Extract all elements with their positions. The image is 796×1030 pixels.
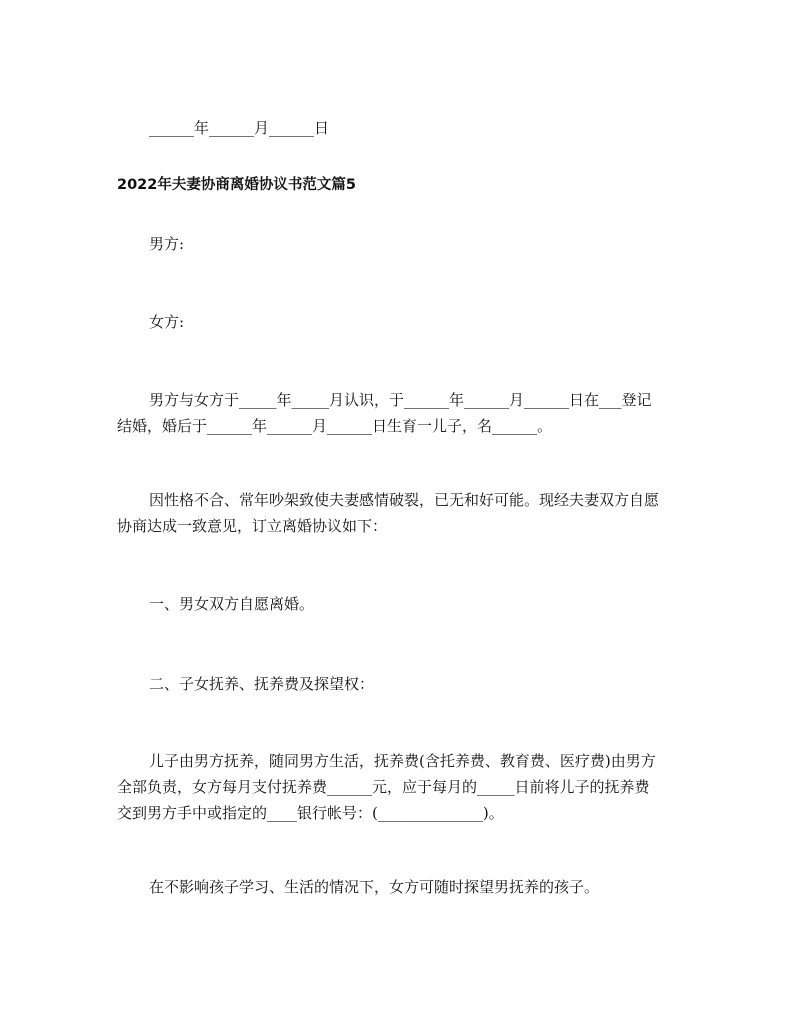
marriage-line-2: 结婚，婚后于______年______月______日生育一儿子，名______。: [117, 417, 553, 435]
section-heading: 2022年夫妻协商离婚协议书范文篇5: [117, 177, 356, 193]
female-party-label: 女方:: [149, 313, 185, 331]
custody-line-3: 交到男方手中或指定的____银行帐号：(______________)。: [117, 804, 504, 822]
clause-2: 二、子女抚养、抚养费及探望权：: [149, 675, 375, 693]
male-party-label: 男方:: [149, 235, 185, 253]
reason-line-1: 因性格不合、常年吵架致使夫妻感情破裂，已无和好可能。现经夫妻双方自愿: [149, 491, 660, 509]
custody-line-1: 儿子由男方抚养，随同男方生活，抚养费(含托养费、教育费、医疗费)由男方: [149, 752, 656, 770]
custody-line-2: 全部负责，女方每月支付抚养费______元，应于每月的_____日前将儿子的抚养费: [117, 778, 650, 796]
marriage-paragraph: [117, 387, 682, 439]
custody-paragraph: [117, 748, 682, 826]
date-line: ______年______月______日: [149, 119, 330, 137]
clause-1: 一、男女双方自愿离婚。: [149, 595, 315, 613]
visitation-paragraph: 在不影响孩子学习、生活的情况下，女方可随时探望男抚养的孩子。: [149, 878, 600, 896]
reason-line-2: 协商达成一致意见，订立离婚协议如下：: [117, 517, 388, 535]
reason-paragraph: [117, 487, 682, 539]
marriage-line-1: 男方与女方于_____年_____月认识，于______年______月______日在___登记: [149, 391, 652, 409]
